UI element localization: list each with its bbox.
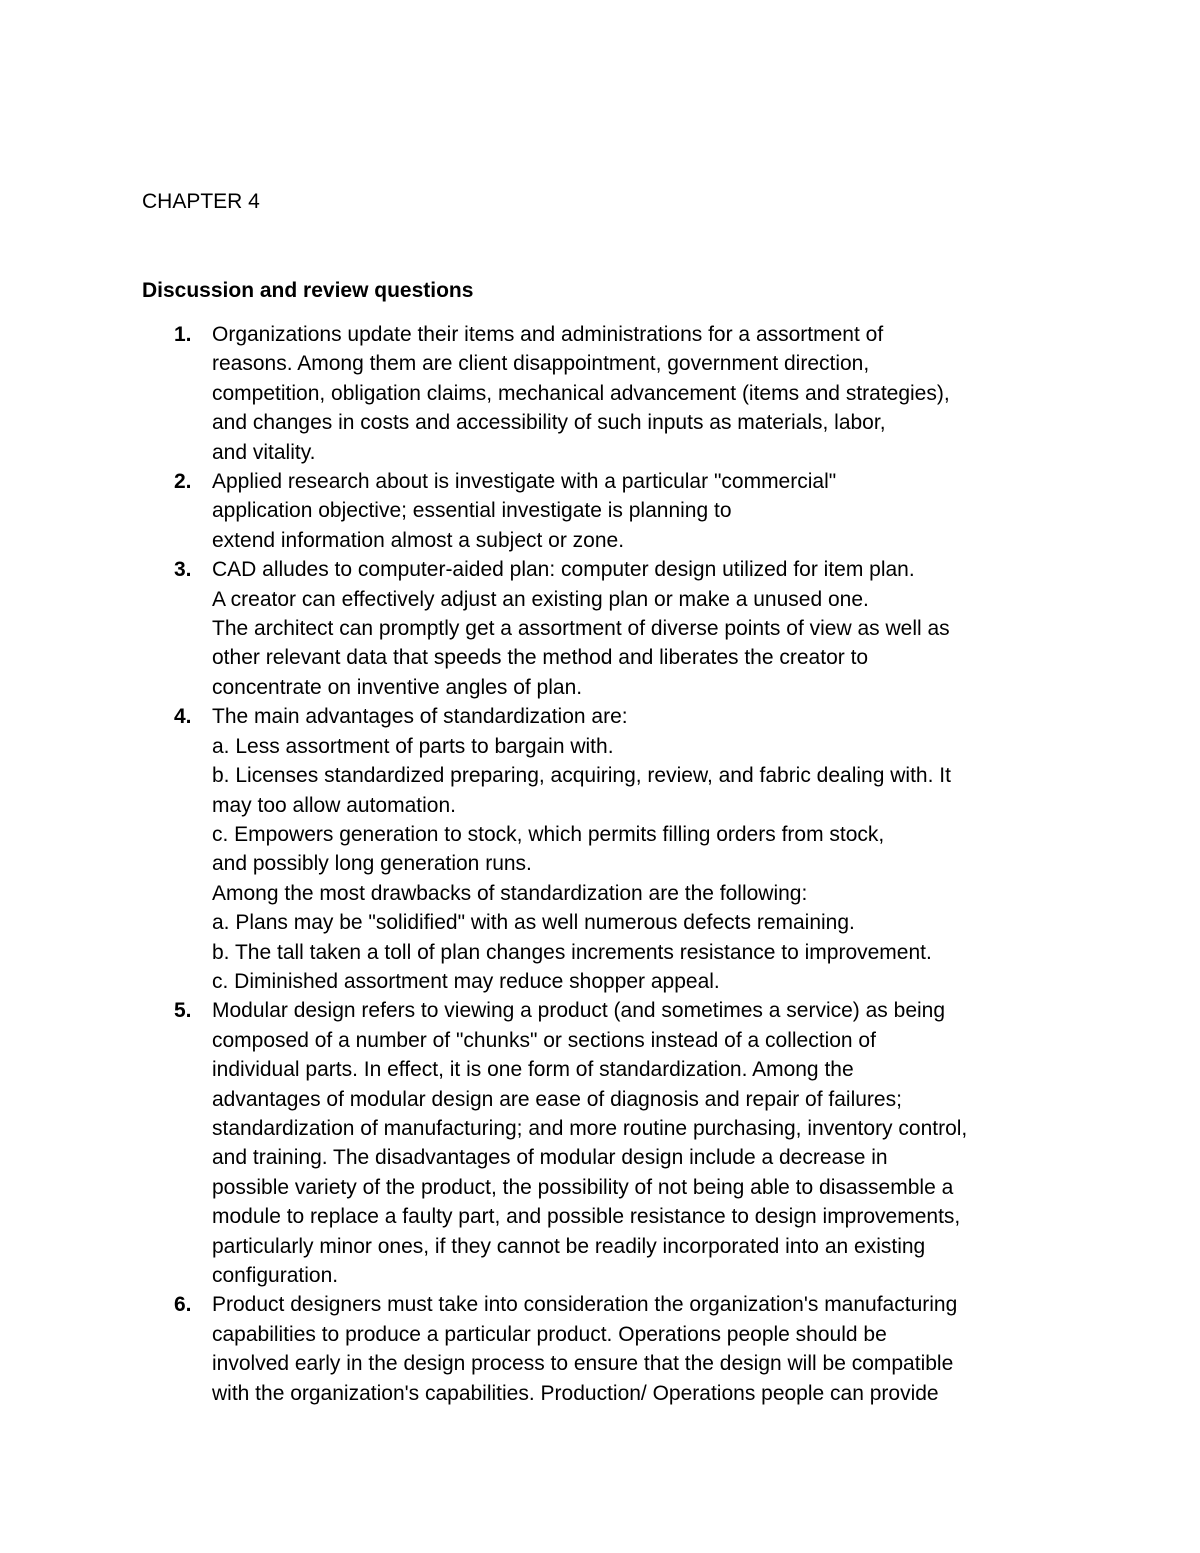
question-text-line: extend information almost a subject or zone. [212,528,625,552]
question-text-line: individual parts. In effect, it is one form of standardization. Among the [212,1058,854,1082]
question-item-1 [0,320,1072,467]
question-number: 3. [174,558,192,582]
question-text-line: a. Plans may be "solidified" with as well numerous defects remaining. [212,911,855,935]
question-text-line: c. Empowers generation to stock, which permits filling orders from stock, [212,822,885,846]
question-text-line: with the organization's capabilities. Production/ Operations people can provide [212,1381,939,1405]
question-number: 1. [174,323,192,346]
question-text-line: and possibly long generation runs. [212,852,532,876]
question-text-line: and changes in costs and accessibility of such inputs as materials, labor, [212,411,886,435]
question-text-line: involved early in the design process to ensure that the design will be compatible [212,1352,954,1376]
question-text-line: advantages of modular design are ease of diagnosis and repair of failures; [212,1087,902,1111]
question-text-line: may too allow automation. [212,793,456,817]
question-text-line: b. The tall taken a toll of plan changes increments resistance to improvement. [212,940,932,964]
question-item-5 [0,996,1072,1290]
question-number: 5. [174,999,192,1023]
question-text-line: c. Diminished assortment may reduce shopper appeal. [212,969,720,993]
question-text-line: composed of a number of "chunks" or sections instead of a collection of [212,1028,876,1052]
question-text-line: particularly minor ones, if they cannot be readily incorporated into an existing [212,1234,926,1258]
question-text-line: Applied research about is investigate with a particular "commercial" [212,470,837,494]
question-item-2 [0,467,1072,555]
question-text-line: possible variety of the product, the possibility of not being able to disassemble a [212,1175,954,1199]
question-text-line: standardization of manufacturing; and more routine purchasing, inventory control, [212,1116,968,1140]
question-text-line: The architect can promptly get a assortment of diverse points of view as well as [212,617,950,641]
question-text-line: other relevant data that speeds the method and liberates the creator to [212,646,869,670]
question-text-line: application objective; essential investigate is planning to [212,499,732,523]
question-text-line: concentrate on inventive angles of plan. [212,675,583,699]
question-text-line: A creator can effectively adjust an existing plan or make a unused one. [212,587,869,611]
section-heading: Discussion and review questions [142,279,474,302]
question-text-line: competition, obligation claims, mechanical advancement (items and strategies), [212,381,950,405]
question-number: 2. [174,470,192,494]
question-text-line: configuration. [212,1264,339,1287]
question-text-line: module to replace a faulty part, and possible resistance to design improvements, [212,1205,961,1229]
question-text-line: and training. The disadvantages of modular design include a decrease in [212,1146,888,1170]
question-number: 6. [174,1293,192,1317]
question-text-line: Organizations update their items and administrations for a assortment of [212,323,884,346]
question-list [0,320,1200,1408]
question-text-line: b. Licenses standardized preparing, acquiring, review, and fabric dealing with. It [212,764,951,788]
question-text-line: Modular design refers to viewing a product (and sometimes a service) as being [212,999,946,1023]
question-text-line: Among the most drawbacks of standardization are the following: [212,881,808,905]
question-text-line: The main advantages of standardization are: [212,705,628,729]
question-text-line: Product designers must take into consideration the organization's manufacturing [212,1293,958,1317]
question-item-6 [0,1290,1072,1408]
question-text-line: CAD alludes to computer-aided plan: computer design utilized for item plan. [212,558,915,582]
question-item-4 [0,702,1072,996]
question-text-line: a. Less assortment of parts to bargain with. [212,734,614,758]
question-text-line: reasons. Among them are client disappointment, government direction, [212,352,870,376]
question-item-3 [0,555,1072,702]
chapter-title: CHAPTER 4 [142,190,260,213]
question-text-line: capabilities to produce a particular product. Operations people should be [212,1322,887,1346]
question-text-line: and vitality. [212,440,316,464]
question-number: 4. [174,705,192,729]
